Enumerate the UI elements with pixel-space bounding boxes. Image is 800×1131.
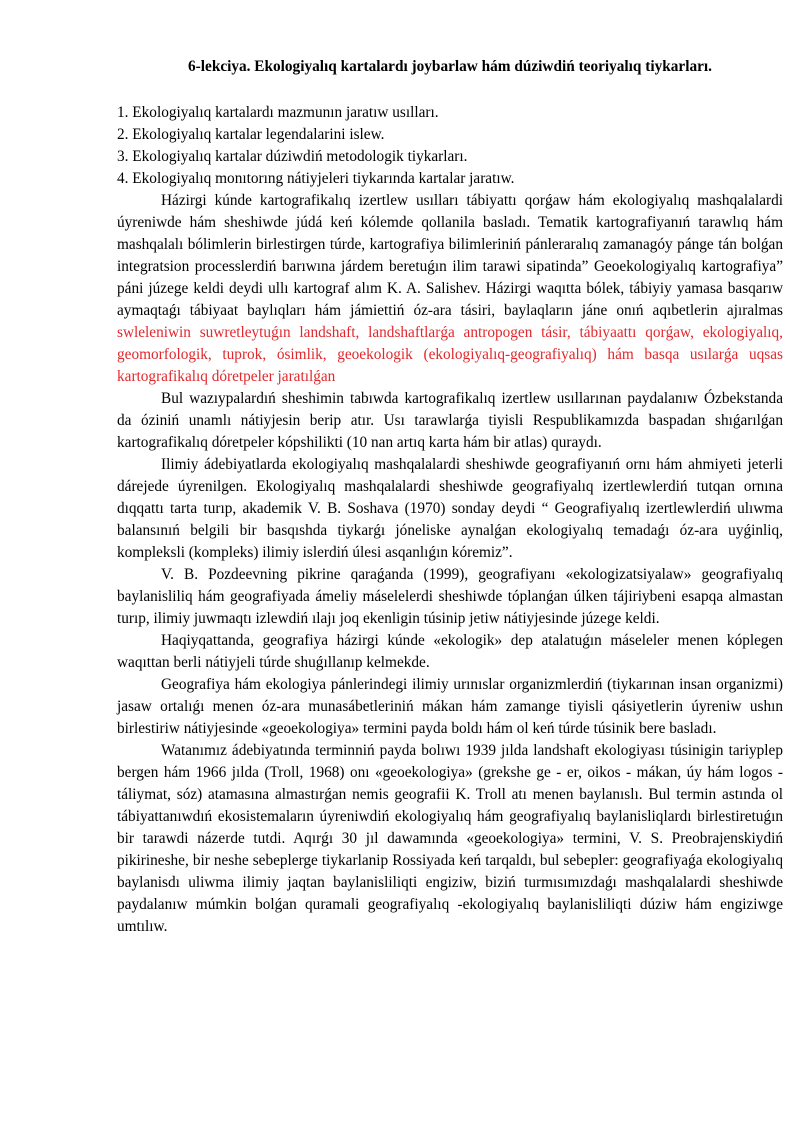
outline-item: 1. Ekologiyalıq kartalardı mazmunın jaratıw usılları. (117, 104, 439, 121)
document-page (117, 56, 783, 938)
paragraph: V. B. Pozdeevning pikrine qaraǵanda (1999), geografiyanı «ekologizatsiyalaw» geografiyalıq baylanisliliq hám geografiyada ámeliy máselelerdi sheshiwde tóplanǵan úlken tájiriybeni esapqa almastan turıp, ilimiy juwmaqtı izlewdiń ılajı joq ekenligin túsinip jetiw nátiyjesinde júzege keldi. (117, 566, 783, 627)
highlighted-text: swleleniwin suwretleytuǵın landshaft, landshaftlarǵa antropogen tásir, tábiyaattı qorǵaw, ekologiyalıq, geomorfologik, tuprok, ósimlik, geoekologik (ekologiyalıq-geografiyalıq) hám basqa usılarǵa uqsas kartografikalıq dóretpeler jaratılǵan (117, 324, 783, 385)
outline-item: 3. Ekologiyalıq kartalar dúziwdiń metodologik tiykarları. (117, 148, 468, 165)
paragraph: Geografiya hám ekologiya pánlerindegi ilimiy urınıslar organizmlerdiń (tiykarınan insan organizmi) jasaw ortalıǵı menen óz-ara munasábetleriniń mákan hám zamange tiyisli qásiyetlerin úyreniw ushın birlestiriw nátiyjesinde «geoekologiya» termini payda boldı hám ol keń túrde túsinik bere basladı. (117, 676, 783, 737)
paragraph: Ilimiy ádebiyatlarda ekologiyalıq mashqalalardi sheshiwde geografiyanıń ornı hám ahmiyeti jeterli dárejede úyrenilgen. Ekologiyalıq mashqalalardi sheshiwde geografiyalıq izertlewlerdiń tutqan ornına dıqqattı tarta turıp, akademik V. B. Soshava (1970) sonday deydi “ Geografiyalıq izertlewlerdiń ulıwma balansınıń belgili bir basqıshda tiykarǵı jóneliske aynalǵan ekologiyalıq temadaǵı óz-ara uyǵinliq, kompleksli (kompleks) ilimiy islerdiń úlesi asqanlıǵın kóremiz”. (117, 456, 783, 561)
paragraph: Haqiyqattanda, geografiya házirgi kúnde «ekologik» dep atalatuǵın máseleler menen kóplegen waqıttan berli nátiyjeli túrde shuǵıllanıp kelmekde. (117, 632, 783, 671)
paragraph-intro-text: Házirgi kúnde kartografikalıq izertlew usılları tábiyattı qorǵaw hám ekologiyalıq mashqalalardi úyreniwde hám sheshiwde júdá keń kólemde qollanila basladı. Tematik kartografiyanıń tarawlıq hám mashqalalı bólimlerin birlestirgen túrde, kartografiya bilimleriniń pánleraralıq zamanagóy pánge tán bolǵan integratsion processlerdiń barıwına járdem beretuǵın ilim tarawi sipatinda” Geoekologiyalıq kartografiya” páni júzege keldi deydi ullı kartograf alım K. A. Salishev. Házirgi waqıtta bólek, tábiyiy yamasa basqarıw aymaqtaǵı tábiyaat baylıqları hám jámiettiń óz-ara tásiri, baylaqların jáne onıń aqıbetlerin ajıralmas (117, 192, 783, 319)
paragraph-intro (117, 190, 783, 388)
outline-item: 2. Ekologiyalıq kartalar legendalarini islew. (117, 126, 385, 143)
lecture-outline (117, 102, 783, 190)
paragraph: Watanımız ádebiyatında terminniń payda bolıwı 1939 jılda landshaft ekologiyası túsinigin tariyplep bergen hám 1966 jılda (Troll, 1968) onı «geoekologiya» (grekshe ge - er, oikos - mákan, úy hám logos - táliymat, sóz) atamasına almastırǵan nemis geografii K. Troll atı menen baylanıslı. Bul termin astında ol tábiyattanıwdıń ekosistemaların úyreniwdiń ekologiyalıq hám geografiyalıq baylanisliqlardı birlestiretuǵın bir tarawdi názerde tutdi. Aqırǵı 30 jıl dawamında «geoekologiya» termini, V. S. Preobrajenskiydiń pikirineshe, bir neshe sebeplerge tiykarlanip Rossiyada keń tarqaldı, bul sebepler: geografiyaǵa ekologiyalıq baylanisdı uliwma ilimiy jaqtan baylanisliliqti engiziw, biziń turmısımızdaǵı mashqalalardi sheshiwde paydalanıw múmkin bolǵan quramali geografiyalıq -ekologiyalıq baylanisliliqti dúziw hám engiziwge umtılıw. (117, 742, 783, 935)
lecture-title: 6-lekciya. Ekologiyalıq kartalardı joybarlaw hám dúziwdiń teoriyalıq tiykarları. (188, 58, 712, 75)
outline-item: 4. Ekologiyalıq monıtorıng nátiyjeleri tiykarında kartalar jaratıw. (117, 170, 515, 187)
paragraph: Bul wazıypalardıń sheshimin tabıwda kartografikalıq izertlew usıllarınan paydalanıw Ózbekstanda da óziniń unamlı nátiyjesin berip atır. Usı tarawlarǵa tiyisli Respublikamızda baspadan shıǵarılǵan kartografikalıq dóretpeler kópshilikti (10 nan artıq karta hám bir atlas) quraydı. (117, 390, 783, 451)
